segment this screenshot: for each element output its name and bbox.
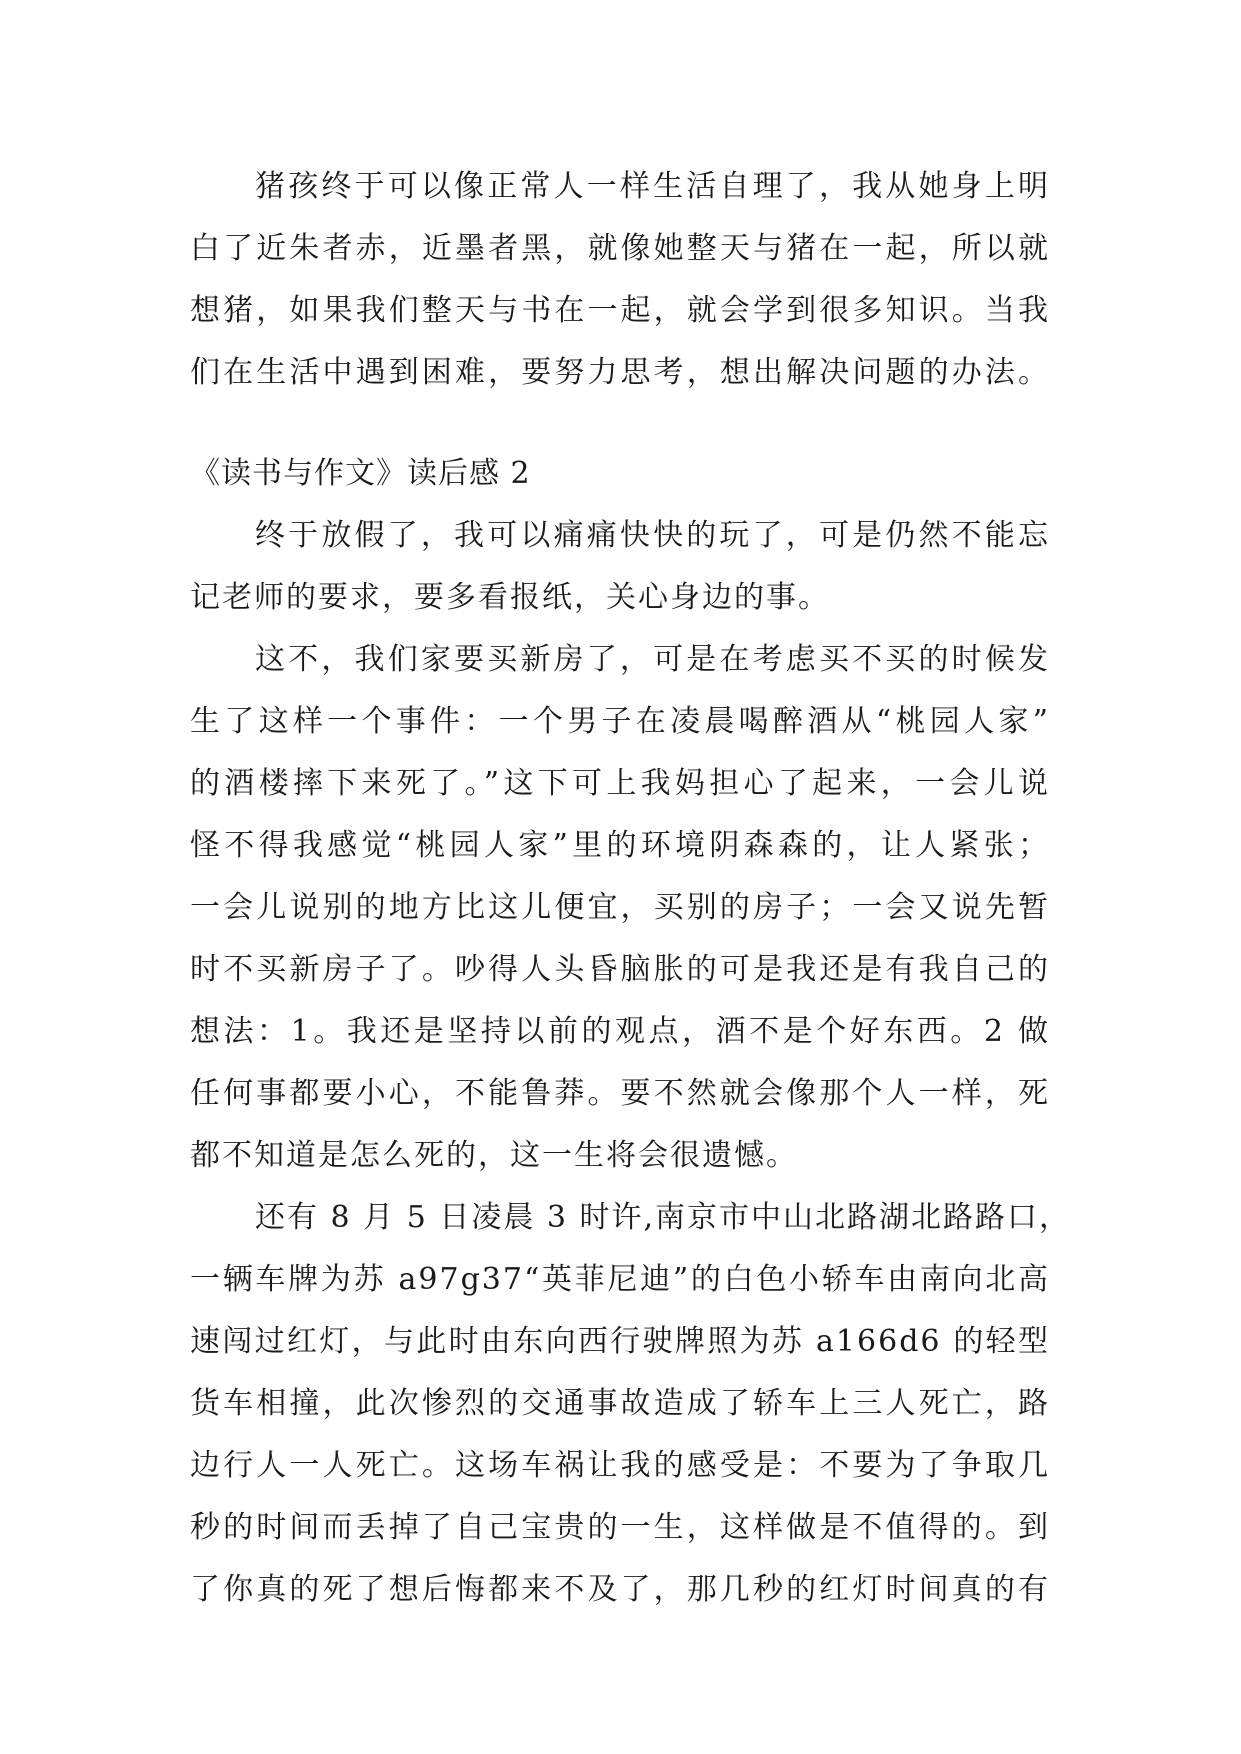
paragraph-line: 猪孩终于可以像正常人一样生活自理了，我从她身上明 bbox=[255, 169, 1050, 204]
paragraph-line: 秒的时间而丢掉了自己宝贵的一生，这样做是不值得的。到 bbox=[190, 1510, 1050, 1545]
paragraph-line: 时不买新房子了。吵得人头昏脑胀的可是我还是有我自己的 bbox=[190, 952, 1050, 987]
paragraph-line: 想法：1。我还是坚持以前的观点，酒不是个好东西。2 做 bbox=[190, 1014, 1050, 1049]
paragraph-line: 白了近朱者赤，近墨者黑，就像她整天与猪在一起，所以就 bbox=[190, 231, 1050, 266]
paragraph-line: 想猪，如果我们整天与书在一起，就会学到很多知识。当我 bbox=[190, 293, 1050, 328]
section-heading: 《读书与作文》读后感 2 bbox=[190, 456, 531, 491]
paragraph-line: 任何事都要小心，不能鲁莽。要不然就会像那个人一样，死 bbox=[190, 1076, 1050, 1111]
paragraph-line: 一辆车牌为苏 a97g37“英菲尼迪”的白色小轿车由南向北高 bbox=[190, 1262, 1050, 1297]
paragraph-line: 们在生活中遇到困难，要努力思考，想出解决问题的办法。 bbox=[190, 355, 1050, 390]
paragraph-line: 速闯过红灯，与此时由东向西行驶牌照为苏 a166d6 的轻型 bbox=[190, 1324, 1050, 1359]
paragraph-line: 都不知道是怎么死的，这一生将会很遗憾。 bbox=[190, 1138, 798, 1173]
paragraph-line: 怪不得我感觉“桃园人家”里的环境阴森森的，让人紧张； bbox=[190, 828, 1050, 863]
paragraph-line: 货车相撞，此次惨烈的交通事故造成了轿车上三人死亡，路 bbox=[190, 1386, 1050, 1421]
paragraph-line: 的酒楼摔下来死了。”这下可上我妈担心了起来，一会儿说 bbox=[190, 766, 1050, 801]
paragraph-line: 边行人一人死亡。这场车祸让我的感受是：不要为了争取几 bbox=[190, 1448, 1050, 1483]
paragraph-line: 了你真的死了想后悔都来不及了，那几秒的红灯时间真的有 bbox=[190, 1572, 1050, 1607]
paragraph-line: 还有 8 月 5 日凌晨 3 时许,南京市中山北路湖北路路口， bbox=[255, 1200, 1072, 1235]
paragraph-line: 这不，我们家要买新房了，可是在考虑买不买的时候发 bbox=[255, 642, 1050, 677]
paragraph-line: 生了这样一个事件：一个男子在凌晨喝醉酒从“桃园人家” bbox=[190, 704, 1050, 739]
paragraph-line: 终于放假了，我可以痛痛快快的玩了，可是仍然不能忘 bbox=[255, 518, 1050, 553]
paragraph-line: 一会儿说别的地方比这儿便宜，买别的房子；一会又说先暂 bbox=[190, 890, 1050, 925]
paragraph-line: 记老师的要求，要多看报纸，关心身边的事。 bbox=[190, 580, 830, 615]
